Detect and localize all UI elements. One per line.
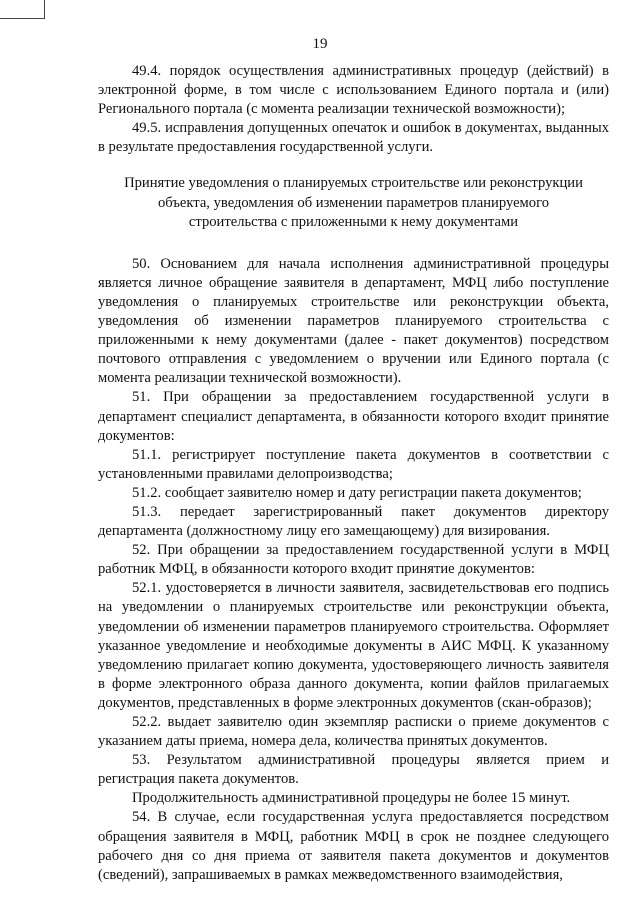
paragraph-51-1: 51.1. регистрирует поступление пакета документов в соответствии с установленными правилами делопроизводства; xyxy=(98,446,609,482)
paragraph-49-5: 49.5. исправления допущенных опечаток и ошибок в документах, выданных в результате предоставления государственной услуги. xyxy=(98,120,609,156)
paragraph-50: 50. Основанием для начала исполнения административной процедуры является личное обращение заявителя в департамент, МФЦ либо поступление уведомления о планируемых строительстве или реконструкции объекта, уведомления об изменении параметров планируемого строительства с приложенными к нему документами (далее - пакет документов) посредством почтового отправления с уведомлением о вручении или Единого портала (с момента реализации технической возможности). xyxy=(98,255,609,387)
paragraph-49-4: 49.4. порядок осуществления административных процедур (действий) в электронной форме, в том числе с использованием Единого портала и (или) Регионального портала (с момента реализации технической возможности); xyxy=(98,63,609,118)
corner-mark xyxy=(0,0,45,19)
paragraph-52: 52. При обращении за предоставлением государственной услуги в МФЦ работник МФЦ, в обязанности которого входит принятие документов: xyxy=(98,542,609,578)
paragraph-51-2: 51.2. сообщает заявителю номер и дату регистрации пакета документов; xyxy=(132,484,582,501)
paragraph-54: 54. В случае, если государственная услуга предоставляется посредством обращения заявителя в МФЦ, работник МФЦ в срок не позднее следующего рабочего дня со дня приема от заявителя пакета документов и документов (сведений), запрашиваемых в рамках межведомственного взаимодействия, xyxy=(98,809,609,883)
paragraph-51: 51. При обращении за предоставлением государственной услуги в департамент специалист департамента, в обязанности которого входит принятие документов: xyxy=(98,389,609,444)
paragraph-duration: Продолжительность административной процедуры не более 15 минут. xyxy=(132,790,571,807)
page-content xyxy=(98,62,609,885)
paragraph-51-3: 51.3. передает зарегистрированный пакет документов директору департамента (должностному лицу его замещающему) для визирования. xyxy=(98,503,609,540)
paragraph-52-1: 52.1. удостоверяется в личности заявителя, засвидетельствовав его подпись на уведомлении о планируемых строительстве или реконструкции объекта, уведомлении об изменении параметров планируемого строительства. Оформляет указанное уведомление и необходимые документы в АИС МФЦ. К указанному уведомлению прилагает копию документа, удостоверяющего личность заявителя в форме электронного образа данного документа, копии файлов прилагаемых документов, представленных в форме электронных документов (скан-образов); xyxy=(98,580,609,711)
paragraph-53: 53. Результатом административной процедуры является прием и регистрация пакета документов. xyxy=(98,752,609,788)
page-number: 19 xyxy=(312,36,328,52)
section-heading: Принятие уведомления о планируемых строительстве или реконструкции объекта, уведомления об изменении параметров планируемого строительства с приложенными к нему документами xyxy=(124,175,583,230)
paragraph-52-2: 52.2. выдает заявителю один экземпляр расписки о приеме документов с указанием даты приема, номера дела, количества принятых документов. xyxy=(98,714,609,750)
